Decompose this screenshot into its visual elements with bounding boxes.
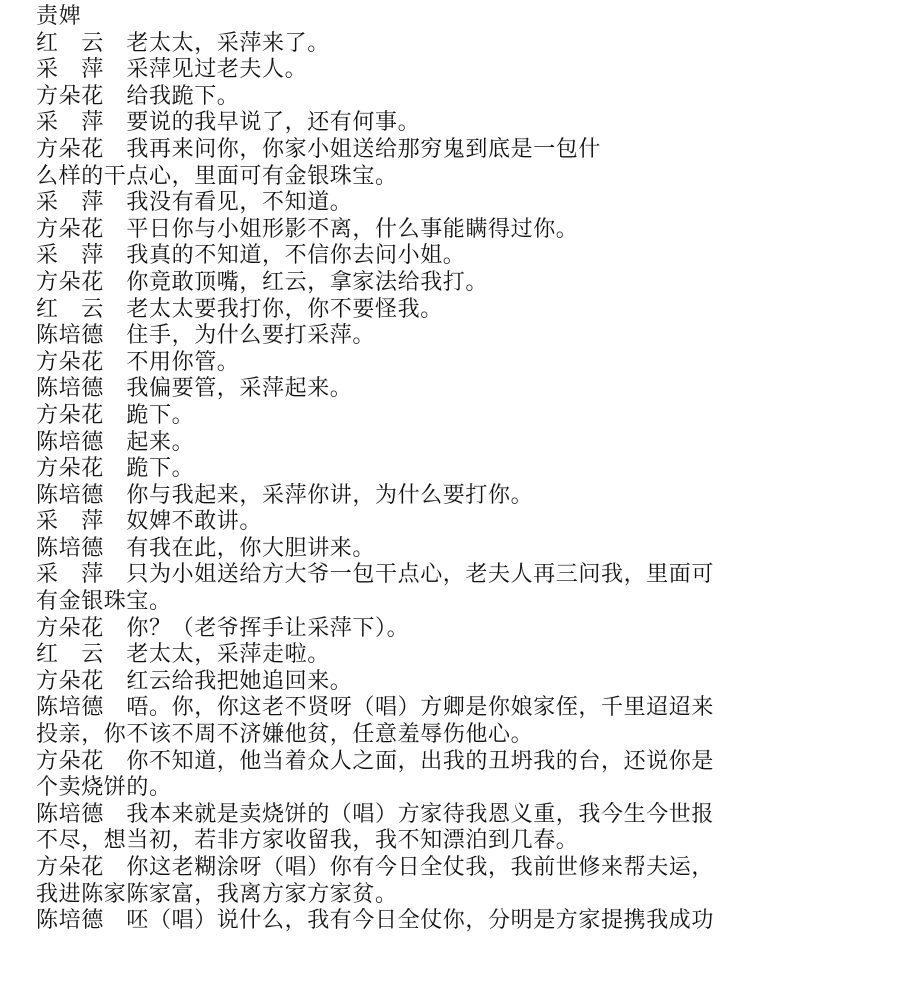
dialogue-line: 方朵花 给我跪下。	[36, 83, 240, 109]
dialogue-line: 投亲，你不该不周不济嫌他贫，任意羞辱伤他心。	[36, 722, 534, 748]
dialogue-line: 采 萍 要说的我早说了，还有何事。	[36, 110, 421, 136]
script-page	[36, 4, 876, 935]
dialogue-line: 有金银珠宝。	[36, 589, 172, 615]
dialogue-line: 我进陈家陈家富，我离方家方家贫。	[36, 881, 398, 907]
dialogue-line: 采 萍 我没有看见，不知道。	[36, 190, 353, 216]
dialogue-line: 陈培德 有我在此，你大胆讲来。	[36, 535, 376, 561]
dialogue-line: 红 云 老太太要我打你，你不要怪我。	[36, 296, 443, 322]
dialogue-line: 红 云 老太太，采萍走啦。	[36, 642, 330, 668]
dialogue-line: 么样的干点心，里面可有金银珠宝。	[36, 163, 398, 189]
section-title: 责婢	[36, 4, 82, 29]
dialogue-line: 不尽，想当初，若非方家收留我，我不知漂泊到几春。	[36, 828, 579, 854]
dialogue-line: 采 萍 奴婢不敢讲。	[36, 509, 263, 535]
dialogue-line: 采 萍 采萍见过老夫人。	[36, 57, 308, 83]
dialogue-line: 方朵花 你这老糊涂呀（唱）你有今日全仗我，我前世修来帮夫运，	[36, 855, 715, 880]
dialogue-line: 陈培德 起来。	[36, 429, 195, 455]
dialogue-line: 方朵花 跪下。	[36, 402, 195, 428]
dialogue-line: 方朵花 你不知道，他当着众人之面，出我的丑坍我的台，还说你是	[36, 748, 715, 774]
dialogue-line: 陈培德 呸（唱）说什么，我有今日全仗你，分明是方家提携我成功	[36, 908, 715, 934]
dialogue-line: 方朵花 不用你管。	[36, 349, 240, 375]
dialogue-line: 个卖烧饼的。	[36, 775, 172, 801]
dialogue-line: 红 云 老太太，采萍来了。	[36, 30, 330, 56]
dialogue-line: 方朵花 跪下。	[36, 456, 195, 482]
dialogue-line: 方朵花 你？（老爷挥手让采萍下）。	[36, 615, 410, 641]
dialogue-line: 陈培德 我本来就是卖烧饼的（唱）方家待我恩义重，我今生今世报	[36, 801, 715, 827]
dialogue-line: 采 萍 只为小姐送给方大爷一包干点心，老夫人再三问我，里面可	[36, 562, 715, 588]
dialogue-line: 陈培德 住手，为什么要打采萍。	[36, 323, 376, 349]
dialogue-line: 方朵花 我再来问你，你家小姐送给那穷鬼到底是一包什	[36, 136, 602, 162]
dialogue-line: 方朵花 红云给我把她追回来。	[36, 668, 353, 694]
dialogue-line: 陈培德 唔。你，你这老不贤呀（唱）方卿是你娘家侄，千里迢迢来	[36, 695, 715, 721]
dialogue-line: 陈培德 我偏要管，采萍起来。	[36, 376, 353, 402]
dialogue-line: 方朵花 平日你与小姐形影不离，什么事能瞒得过你。	[36, 216, 579, 242]
dialogue-line: 采 萍 我真的不知道，不信你去问小姐。	[36, 243, 466, 269]
dialogue-line: 方朵花 你竟敢顶嘴，红云，拿家法给我打。	[36, 269, 489, 295]
dialogue-line: 陈培德 你与我起来，采萍你讲，为什么要打你。	[36, 482, 534, 508]
